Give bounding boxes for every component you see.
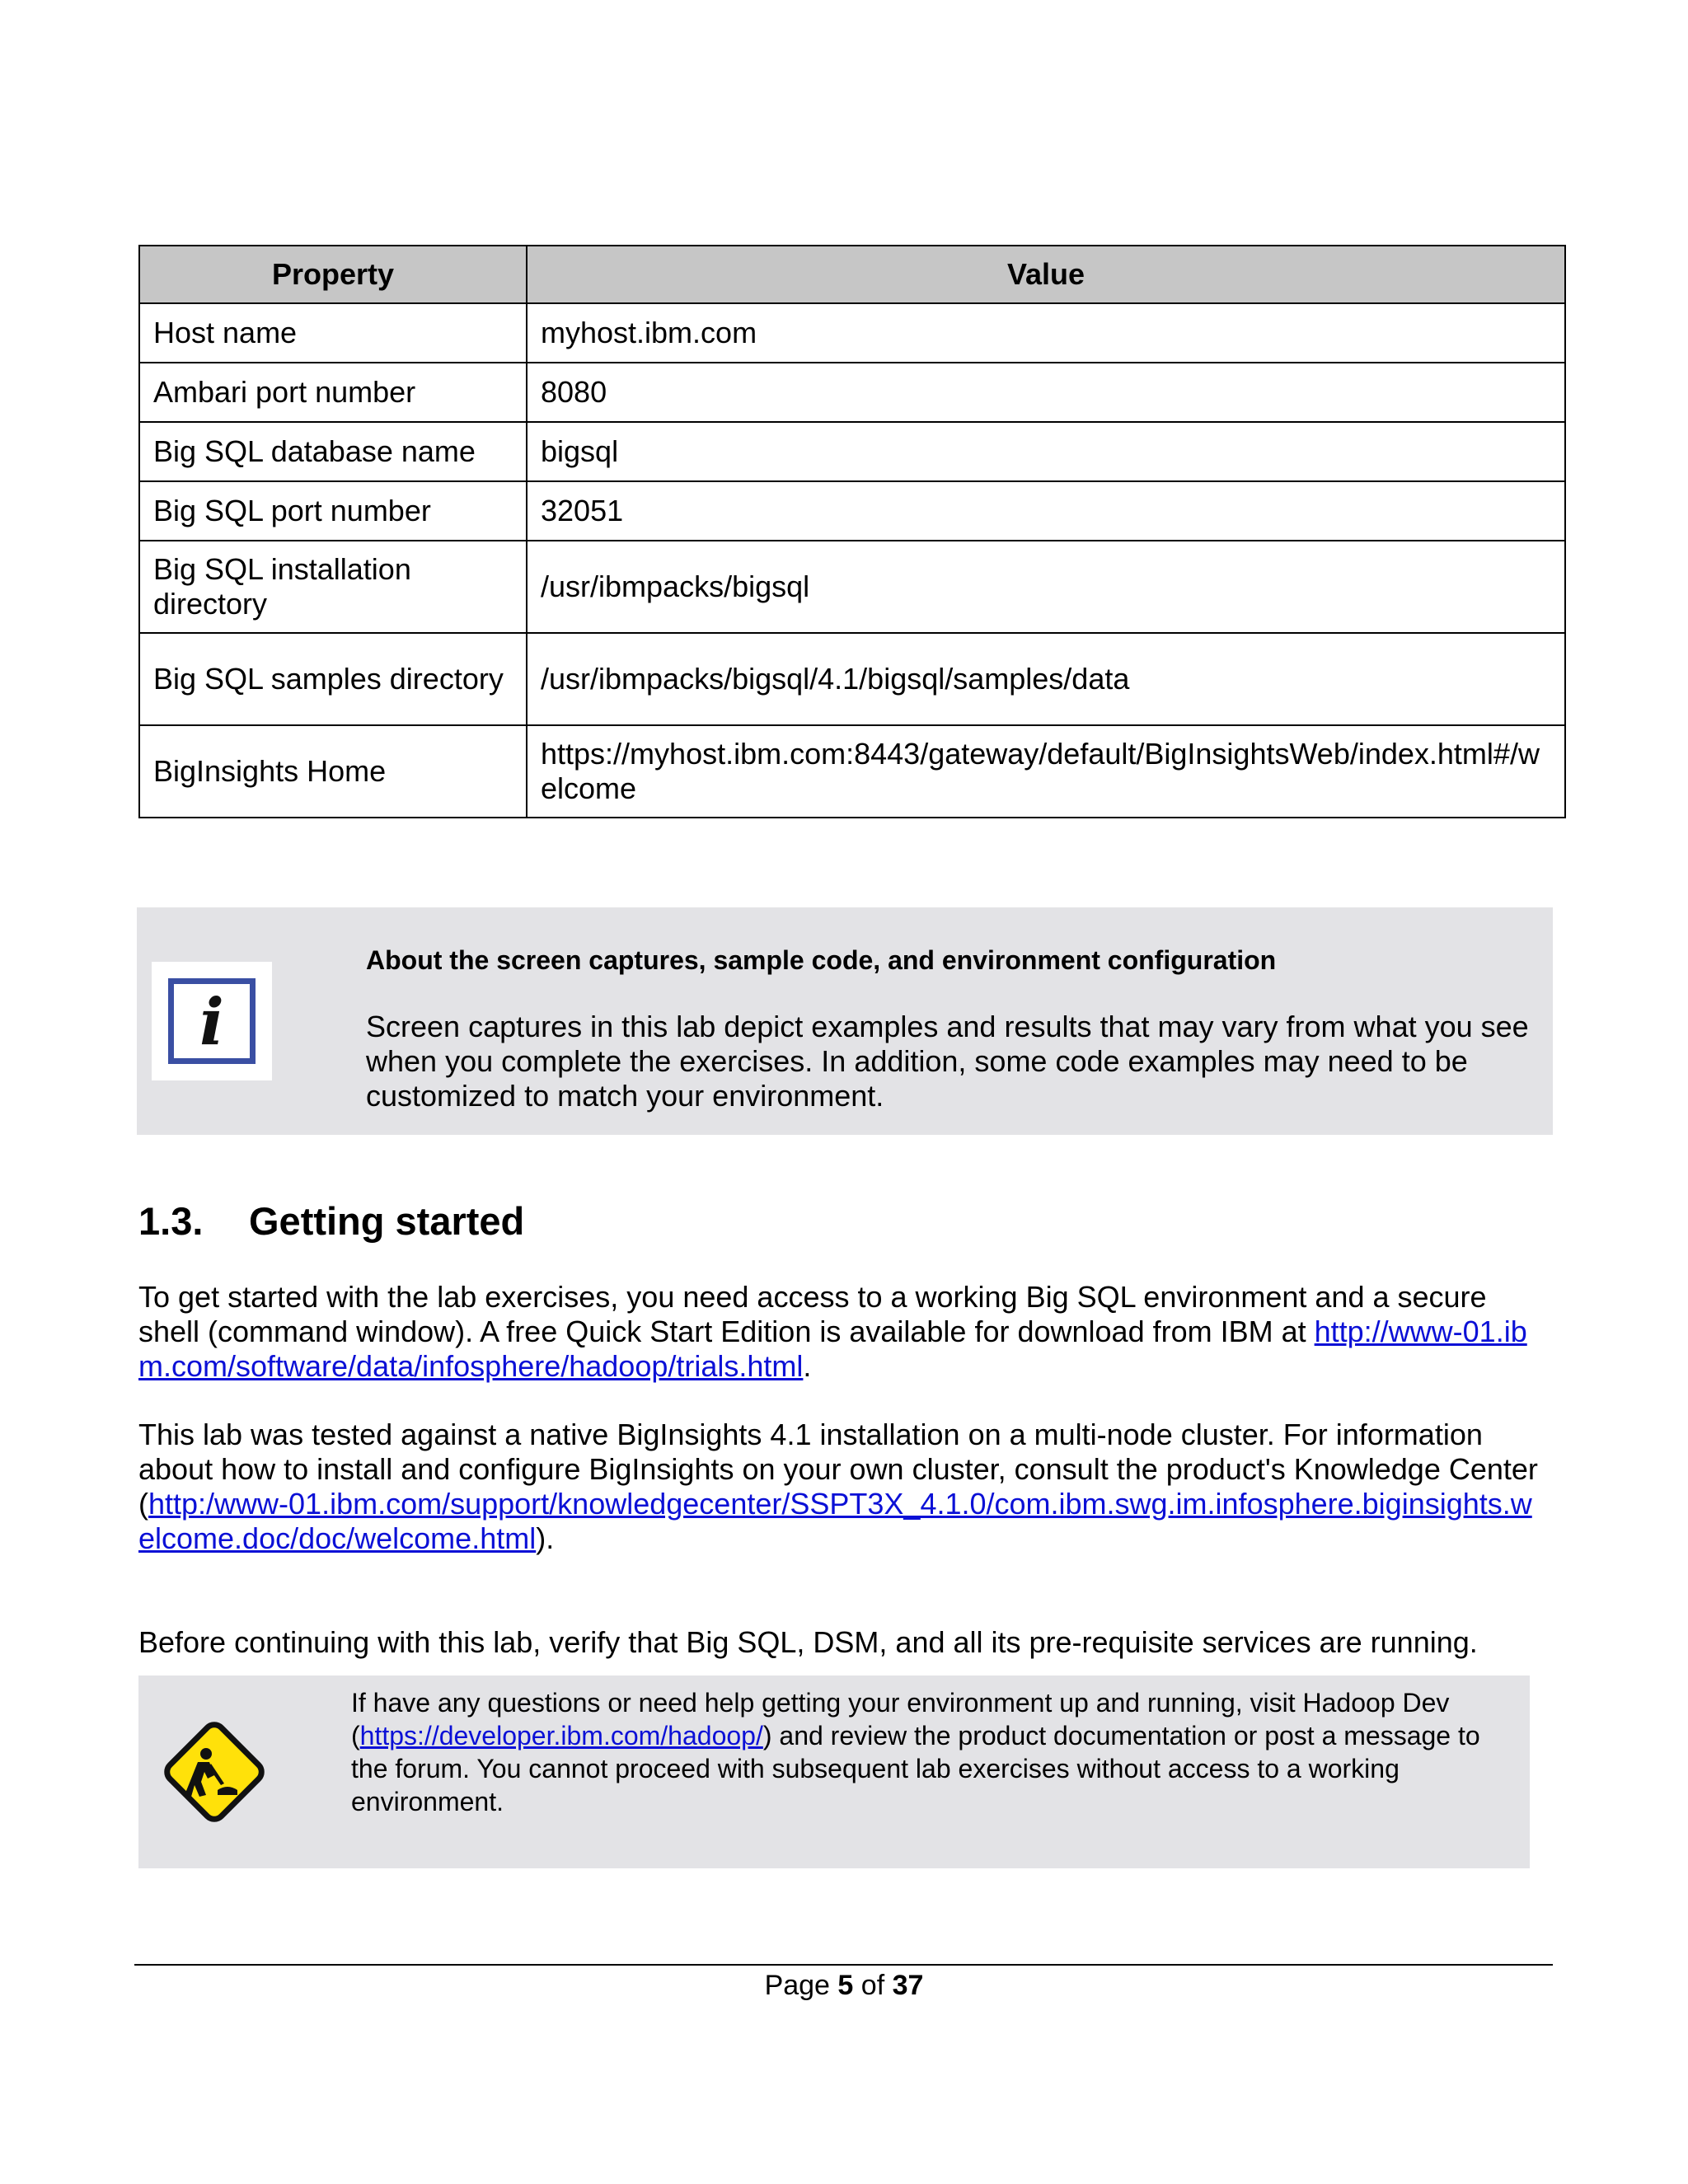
property-table: [138, 245, 1566, 818]
table-row: [139, 363, 1565, 422]
info-note-body: Screen captures in this lab depict examples and results that may vary from what you see when you complete the exercises. In addition, some code examples may need to be customized to match your environment.: [366, 1010, 1529, 1113]
value-cell: 32051: [527, 481, 1565, 541]
paragraph-quick-start: [138, 1280, 1540, 1384]
table-row: [139, 541, 1565, 633]
paragraph-verify-services: Before continuing with this lab, verify that Big SQL, DSM, and all its pre-requisite services are running.: [138, 1625, 1478, 1659]
property-cell: Big SQL installation directory: [139, 541, 527, 633]
paragraph-text: To get started with the lab exercises, you need access to a working Big SQL environment and a secure shell (command window). A free Quick Start Edition is available for download from IBM at: [138, 1280, 1487, 1348]
page-number: 5: [837, 1970, 854, 2001]
footer-divider: [134, 1964, 1553, 1966]
page-of-label: of: [860, 1970, 885, 2001]
section-title: Getting started: [249, 1199, 525, 1243]
value-cell: https://myhost.ibm.com:8443/gateway/default/BigInsightsWeb/index.html#/welcome: [527, 725, 1565, 818]
paragraph-punctuation: ).: [536, 1521, 555, 1555]
paragraph-text: This lab was tested against a native BigInsights 4.1 installation on a multi-node cluster. For information about how to install and configure BigInsights on your own cluster, consult the product's Knowledge Center (: [138, 1418, 1538, 1521]
section-heading: [138, 1198, 524, 1244]
page-total: 37: [892, 1970, 924, 2001]
help-note-text-end: ) and review the product documentation or post a message to the forum. You cannot proceed with subsequent lab exercises without access to a working environment.: [351, 1721, 1480, 1816]
property-cell: Ambari port number: [139, 363, 527, 422]
property-cell: Big SQL port number: [139, 481, 527, 541]
help-note-text: [351, 1686, 1522, 1818]
table-row: [139, 481, 1565, 541]
table-row: [139, 303, 1565, 363]
property-cell: Host name: [139, 303, 527, 363]
value-cell: /usr/ibmpacks/bigsql: [527, 541, 1565, 633]
value-cell: bigsql: [527, 422, 1565, 481]
property-cell: Big SQL samples directory: [139, 633, 527, 725]
hadoop-dev-link[interactable]: https://developer.ibm.com/hadoop/: [359, 1721, 763, 1750]
info-note-title: About the screen captures, sample code, and environment configuration: [366, 945, 1277, 975]
info-icon: i: [152, 962, 272, 1080]
table-header-property: Property: [139, 246, 527, 303]
value-cell: myhost.ibm.com: [527, 303, 1565, 363]
property-cell: BigInsights Home: [139, 725, 527, 818]
paragraph-tested-against: [138, 1418, 1540, 1556]
property-cell: Big SQL database name: [139, 422, 527, 481]
help-note-text-start: If have any questions or need help getting your environment up and running, visit Hadoop Dev (: [351, 1688, 1450, 1750]
table-row: [139, 725, 1565, 818]
table-row: [139, 422, 1565, 481]
value-cell: 8080: [527, 363, 1565, 422]
paragraph-punctuation: .: [803, 1349, 812, 1383]
page-label: Page: [764, 1970, 830, 2001]
table-row: [139, 633, 1565, 725]
page-footer: [0, 1968, 1688, 2003]
construction-worker-icon: [157, 1714, 272, 1830]
section-number: 1.3.: [138, 1199, 204, 1243]
trials-link[interactable]: http://www-01.ibm.com/software/data/infosphere/hadoop/trials.html: [138, 1315, 1527, 1383]
value-cell: /usr/ibmpacks/bigsql/4.1/bigsql/samples/data: [527, 633, 1565, 725]
knowledge-center-link[interactable]: http:/www-01.ibm.com/support/knowledgecenter/SSPT3X_4.1.0/com.ibm.swg.im.infosphere.biginsights.welcome.doc/doc/welcome.html: [138, 1487, 1532, 1555]
table-header-value: Value: [527, 246, 1565, 303]
